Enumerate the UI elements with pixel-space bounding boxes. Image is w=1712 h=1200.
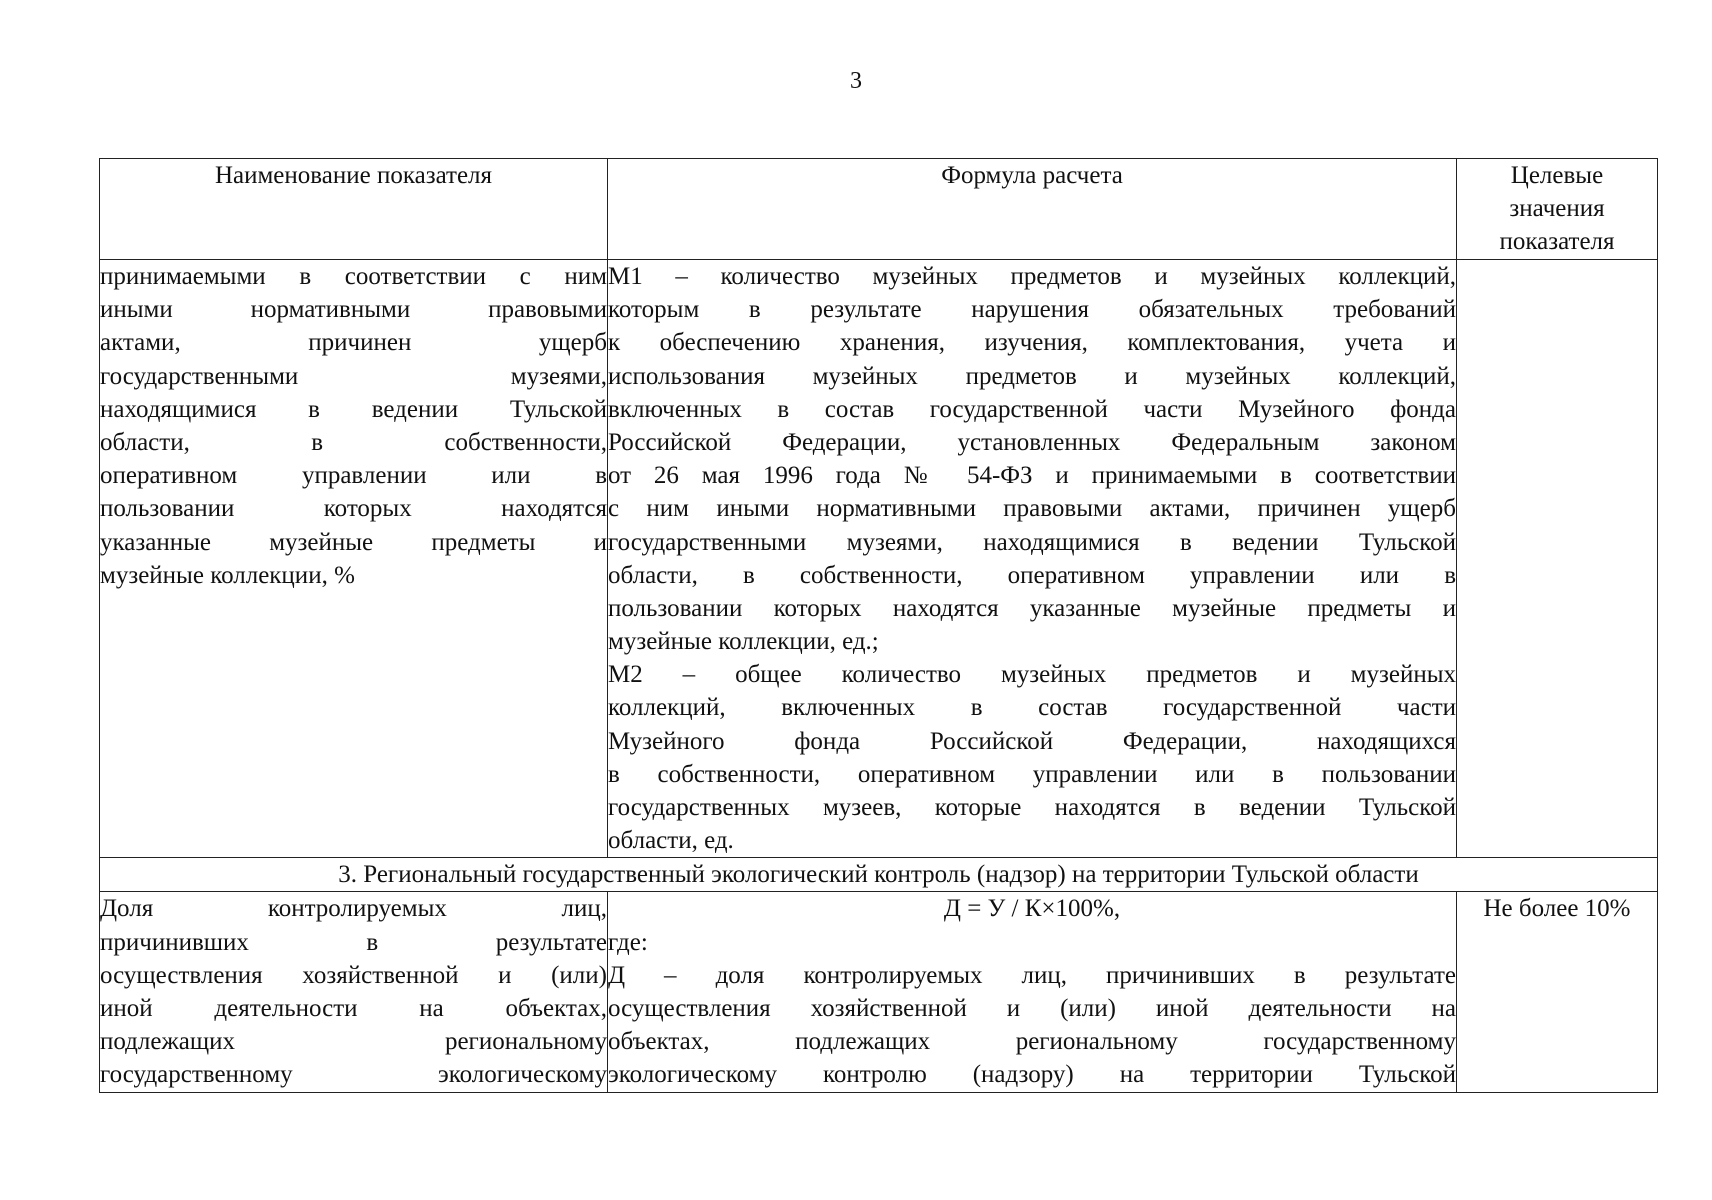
table-row <box>100 892 1658 1092</box>
formula-cell <box>608 892 1457 1092</box>
indicators-table <box>99 158 1658 1093</box>
indicator-name-line: музейные коллекции, % <box>100 561 355 589</box>
header-target-values <box>1457 159 1658 260</box>
section-row <box>100 858 1658 892</box>
indicator-name-line: находящимися в ведении Тульской <box>100 395 607 423</box>
formula-line: музейные коллекции, ед.; <box>608 628 879 656</box>
formula-line: объектах, подлежащих региональному государственному <box>608 1028 1456 1056</box>
indicator-name-line: Доля контролируемых лиц, <box>100 895 607 923</box>
formula-line: Российской Федерации, установленных Федеральным законом <box>608 428 1456 456</box>
formula-line: где: <box>608 928 648 956</box>
formula-line: с ним иными нормативными правовыми актами, причинен ущерб <box>608 495 1456 523</box>
formula-line: государственными музеями, находящимися в ведении Тульской <box>608 528 1456 556</box>
formula-line: области, в собственности, оперативном управлении или в <box>608 561 1456 589</box>
formula-cell <box>608 260 1457 858</box>
formula-line: в собственности, оперативном управлении или в пользовании <box>608 760 1456 788</box>
indicator-name-line: осуществления хозяйственной и (или) <box>100 961 607 989</box>
target-value-cell <box>1457 260 1658 858</box>
indicator-name-line: указанные музейные предметы и <box>100 528 607 556</box>
formula-line: включенных в состав государственной части Музейного фонда <box>608 395 1456 423</box>
indicator-name-line: области, в собственности, <box>100 428 607 456</box>
indicator-name-line: принимаемыми в соответствии с ним <box>100 263 607 290</box>
table-row <box>100 260 1658 858</box>
formula-line: Музейного фонда Российской Федерации, находящихся <box>608 727 1456 755</box>
header-target-line-2: значения <box>1509 195 1605 223</box>
header-target-line-1: Целевые <box>1510 162 1604 189</box>
formula-line: М2 – общее количество музейных предметов и музейных <box>608 661 1456 689</box>
formula-line: экологическому контролю (надзору) на территории Тульской <box>608 1061 1456 1089</box>
formula-expression: Д = У / К×100%, <box>943 895 1121 923</box>
indicator-name-cell <box>100 260 608 858</box>
formula-line: области, ед. <box>608 827 734 855</box>
formula-line: Д – доля контролируемых лиц, причинивших в результате <box>608 961 1456 989</box>
indicator-name-line: причинивших в результате <box>100 928 607 956</box>
indicator-name-line: пользовании которых находятся <box>100 495 607 523</box>
formula-line: к обеспечению хранения, изучения, комплектования, учета и <box>608 329 1456 357</box>
indicator-name-line: актами, причинен ущерб <box>100 329 607 357</box>
formula-line: от 26 мая 1996 года № 54-ФЗ и принимаемыми в соответствии <box>608 462 1456 490</box>
indicator-name-line: иными нормативными правовыми <box>100 296 607 324</box>
section-heading: 3. Региональный государственный экологический контроль (надзор) на территории Тульской области <box>100 858 1658 892</box>
table-header-row <box>100 159 1658 260</box>
formula-line: пользовании которых находятся указанные музейные предметы и <box>608 594 1456 622</box>
indicator-name-line: подлежащих региональному <box>100 1028 607 1056</box>
header-indicator-name: Наименование показателя <box>100 159 608 260</box>
indicator-name-cell <box>100 892 608 1092</box>
indicator-name-line: государственному экологическому <box>100 1061 607 1089</box>
indicator-name-line: иной деятельности на объектах, <box>100 994 607 1022</box>
formula-line: коллекций, включенных в состав государственной части <box>608 694 1456 722</box>
formula-line: осуществления хозяйственной и (или) иной деятельности на <box>608 994 1456 1022</box>
formula-line: которым в результате нарушения обязательных требований <box>608 296 1456 324</box>
header-formula: Формула расчета <box>608 159 1457 260</box>
formula-line: М1 – количество музейных предметов и музейных коллекций, <box>608 263 1456 290</box>
header-target-line-3: показателя <box>1499 228 1615 256</box>
page-number: 3 <box>850 68 862 94</box>
formula-line: использования музейных предметов и музейных коллекций, <box>608 362 1456 390</box>
indicator-name-line: государственными музеями, <box>100 362 607 390</box>
indicator-name-line: оперативном управлении или в <box>100 462 607 490</box>
target-value-cell: Не более 10% <box>1457 892 1658 1092</box>
formula-line: государственных музеев, которые находятся в ведении Тульской <box>608 794 1456 821</box>
